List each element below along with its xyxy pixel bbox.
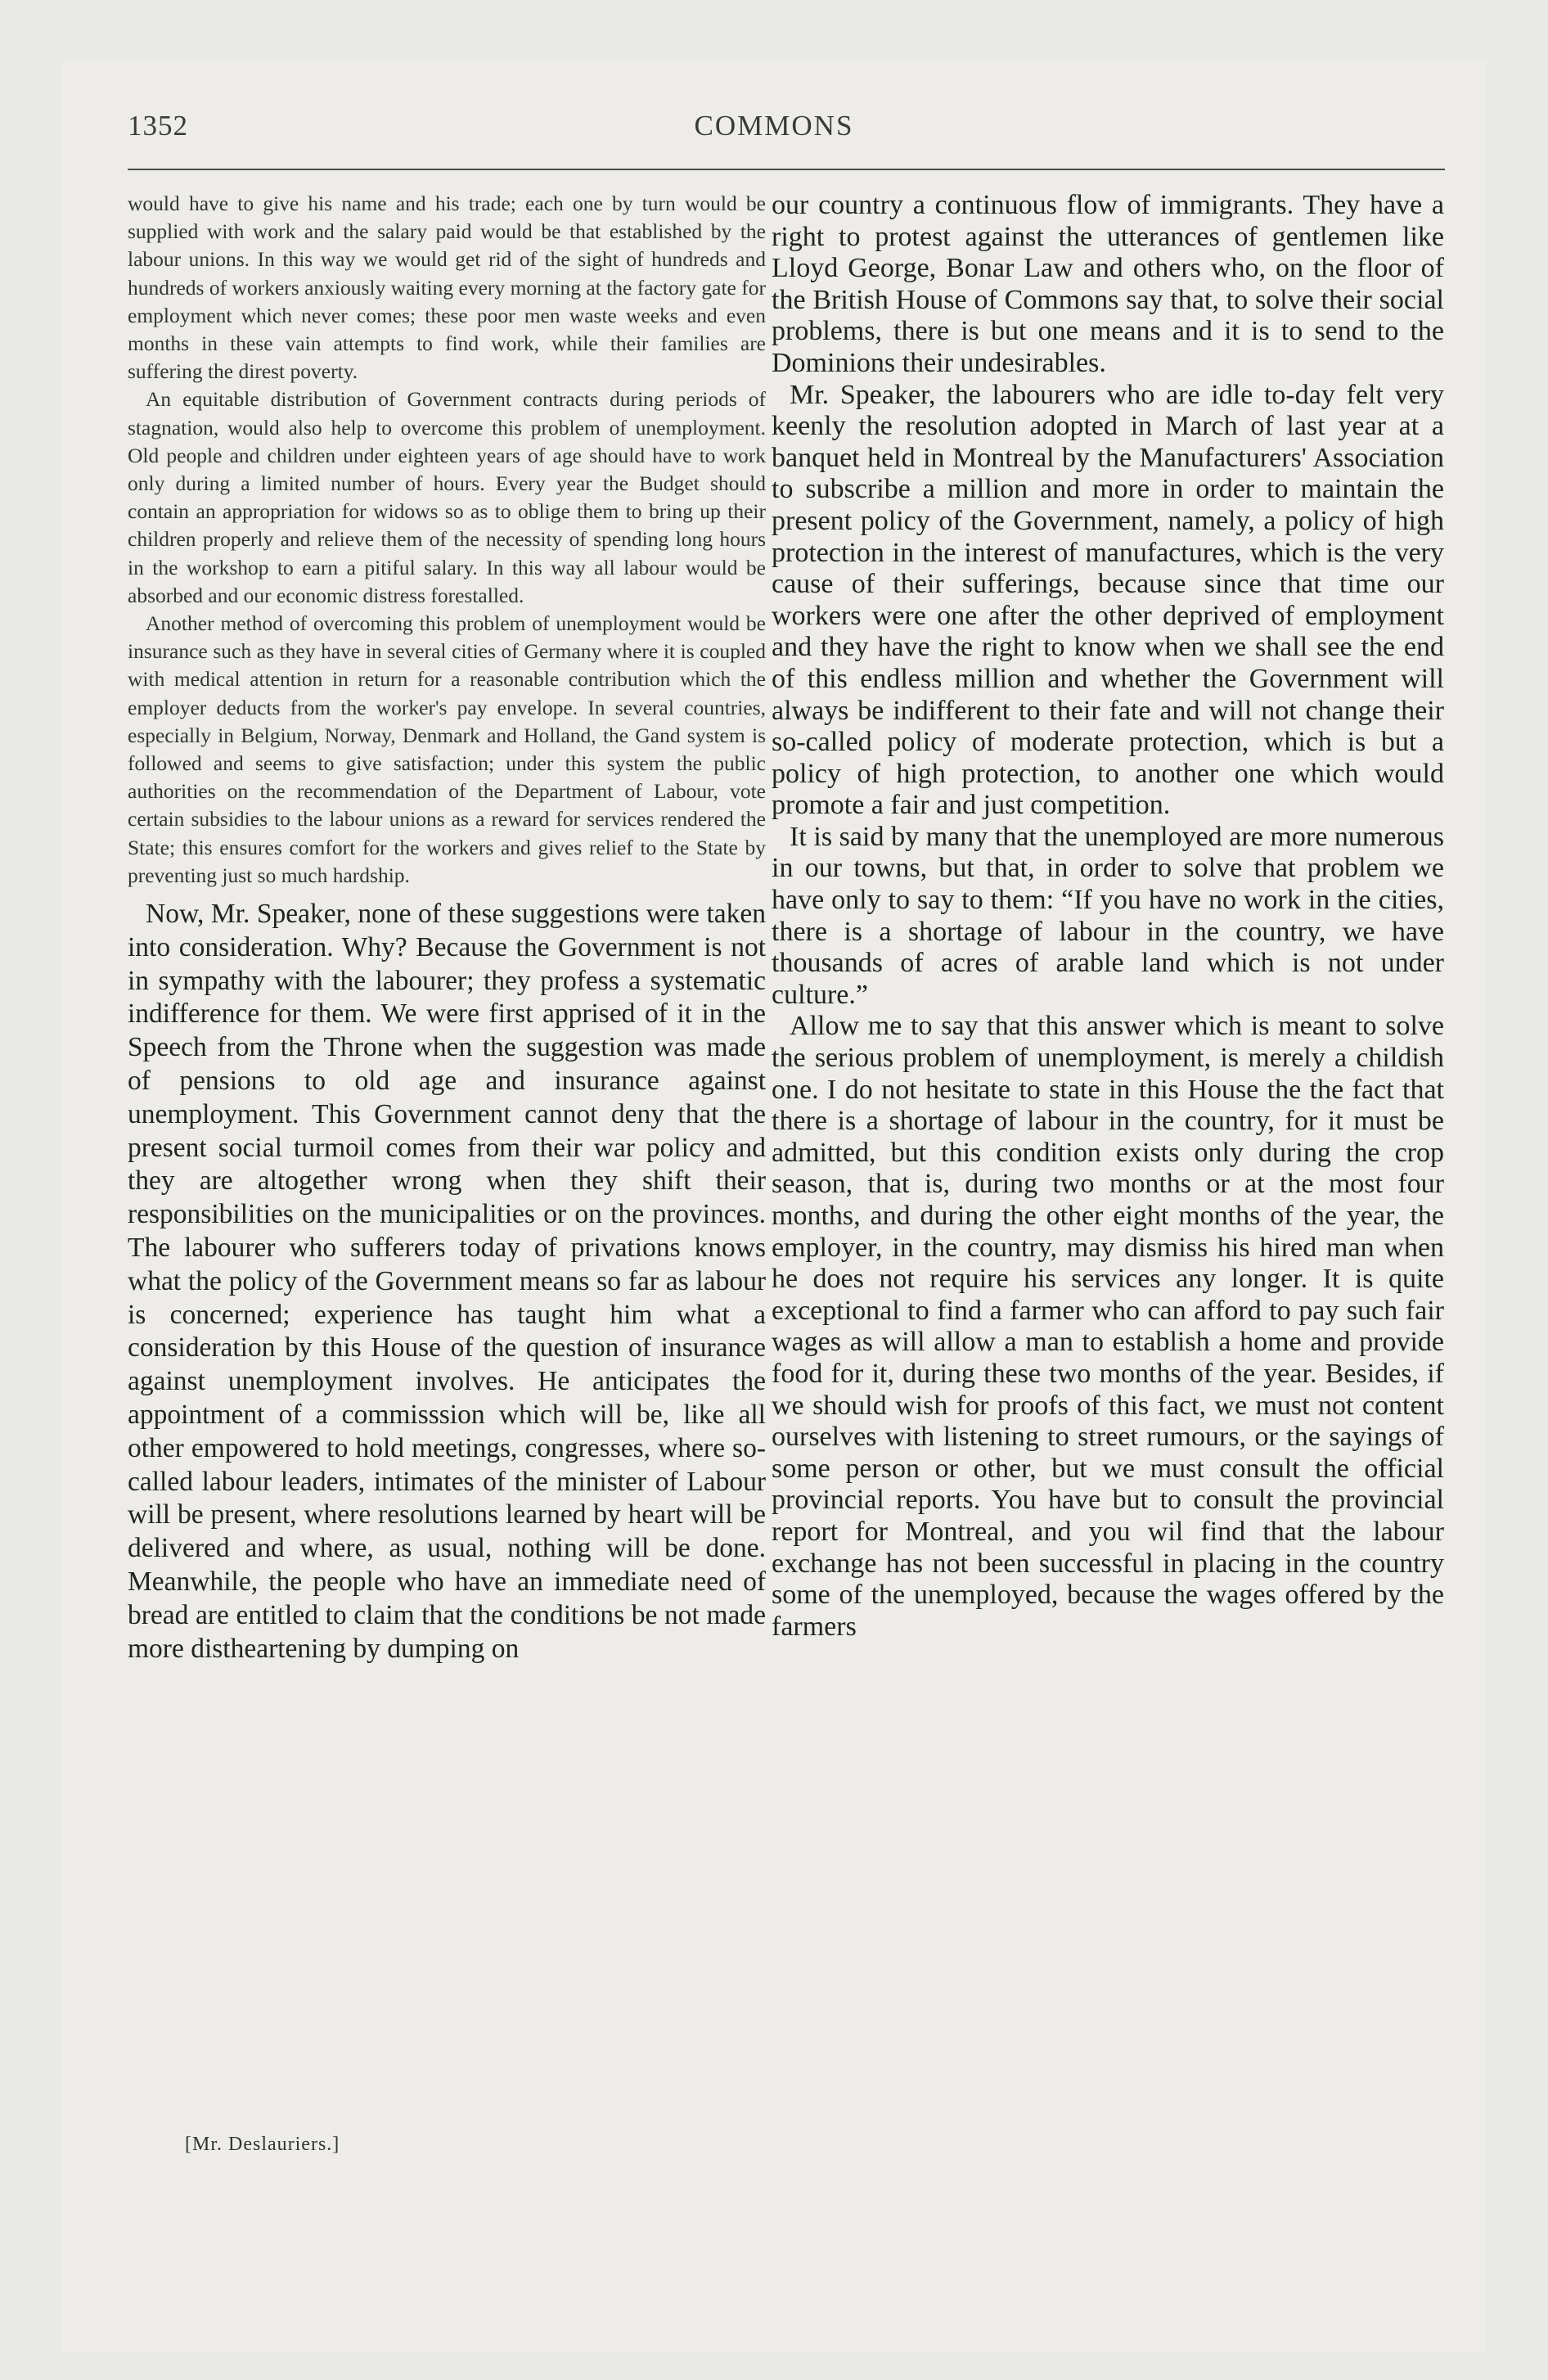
paragraph: Allow me to say that this answer which is meant to solve the serious problem of unemployment, is merely a childish one. I do not hesitate to state in this House the the fact that there is a shortage of labour in the country, for it must be admitted, but this condition exists only during the crop season, that is, during two months or at the most four months, and during the other eight months of the year, the employer, in the country, may dismiss his hired man when he does not require his services any longer. It is quite exceptional to find a farmer who can afford to pay such fair wages as will allow a man to establish a home and provide food for it, during these two months of the year. Besides, if we should wish for proofs of this fact, we must not content ourselves with listening to street rumours, or the sayings of some person or other, but we must consult the official provincial reports. You have but to consult the provincial report for Montreal, and you wil find that the labour exchange has not been successful in placing in the country some of the unemployed, because the wages offered by the farmers — [772, 1011, 1444, 1642]
right-column — [772, 190, 1444, 1643]
large-type-section — [128, 898, 766, 1666]
paragraph: would have to give his name and his trade; each one by turn would be supplied with work and the salary paid would be that established by the labour unions. In this way we would get rid of the sight of hundreds and hundreds of workers anxiously waiting every morning at the factory gate for employment which never comes; these poor men waste weeks and even months in these vain attempts to find work, while their families are suffering the direst poverty. — [128, 192, 766, 384]
paragraph: Mr. Speaker, the labourers who are idle to-day felt very keenly the resolution adopted in March of last year at a banquet held in Montreal by the Manufacturers' Association to subscribe a million and more in order to maintain the present policy of the Government, namely, a policy of high protection in the interest of manufactures, which is the very cause of their sufferings, because since that time our workers were one after the other deprived of employment and they have the right to know when we shall see the end of this endless million and whether the Government will always be indifferent to their fate and will not change their so-called policy of moderate protection, which is but a policy of high protection, to another one which would promote a fair and just competition. — [772, 379, 1444, 821]
paragraph: our country a continuous flow of immigrants. They have a right to protest against the utterances of gentlemen like Lloyd George, Bonar Law and others who, on the floor of the British House of Commons say that, to solve their social problems, there is but one means and it is to send to the Dominions their undesirables. — [772, 190, 1444, 378]
paragraph: Another method of overcoming this problem of unemployment would be insurance such as they have in several cities of Germany where it is coupled with medical attention in return for a reasonable contribution which the employer deducts from the worker's pay envelope. In several countries, especially in Belgium, Norway, Denmark and Holland, the Gand system is followed and seems to give satisfaction; under this system the public authorities on the recommendation of the Department of Labour, vote certain subsidies to the labour unions as a reward for services rendered the State; this ensures comfort for the workers and gives relief to the State by preventing just so much hardship. — [128, 611, 766, 887]
large-type-section — [772, 190, 1444, 1643]
document-page — [62, 61, 1486, 2352]
paragraph: An equitable distribution of Government contracts during periods of stagnation, would also help to overcome this problem of unemployment. Old people and children under eighteen years of age should have to work only during a limited number of hours. Every year the Budget should contain an appropriation for widows so as to oblige them to bring up their children properly and relieve them of the necessity of spending long hours in the workshop to earn a pitiful salary. In this way all labour would be absorbed and our economic distress forestalled. — [128, 387, 766, 607]
small-type-section — [128, 190, 766, 890]
speaker-attribution: [Mr. Deslauriers.] — [185, 2134, 340, 2155]
header-rule — [128, 169, 1445, 170]
running-head: COMMONS — [694, 110, 854, 142]
left-column — [128, 190, 766, 1666]
paragraph: Now, Mr. Speaker, none of these suggestions were taken into consideration. Why? Because the Government is not in sympathy with the labourer; they profess a systematic indifference for them. We were first apprised of it in the Speech from the Throne when the suggestion was made of pensions to old age and insurance against unemployment. This Government cannot deny that the present social turmoil comes from their war policy and they are altogether wrong when they shift their responsibilities on the municipalities or on the provinces. The labourer who sufferers today of privations knows what the policy of the Government means so far as labour is concerned; experience has taught him what a consideration by this House of the question of insurance against unemployment involves. He anticipates the appointment of a commisssion which will be, like all other empowered to hold meetings, congresses, where so-called labour leaders, intimates of the minister of Labour will be present, where resolutions learned by heart will be delivered and where, as usual, nothing will be done. Meanwhile, the people who have an immediate need of bread are entitled to claim that the conditions be not made more distheartening by dumping on — [128, 899, 766, 1664]
paragraph: It is said by many that the unemployed are more numerous in our towns, but that, in order to solve that problem we have only to say to them: “If you have no work in the cities, there is a shortage of labour in the country, we have thousands of acres of arable land which is not under culture.” — [772, 821, 1444, 1010]
page-number: 1352 — [128, 110, 188, 142]
